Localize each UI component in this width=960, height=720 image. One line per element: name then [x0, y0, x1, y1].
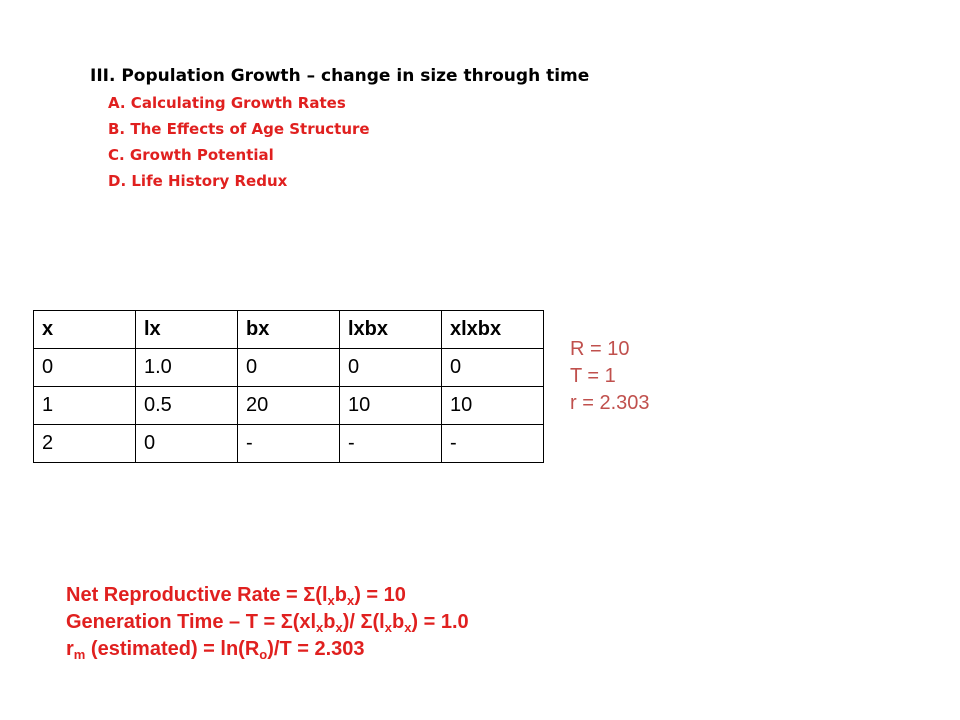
- param-intrinsic-rate: r = 2.303: [570, 392, 650, 414]
- param-generation-time: T = 1: [570, 365, 616, 387]
- formula-rm-estimated: $r_m$ (estimated) = $\ln(R_o)/T = 2.303$: [66, 638, 365, 662]
- header-x: x: [34, 311, 136, 349]
- table-cell: 0: [340, 349, 442, 387]
- table-row: [34, 387, 544, 425]
- table-cell: 0: [34, 349, 136, 387]
- table-cell: 1: [34, 387, 136, 425]
- table-cell: -: [340, 425, 442, 463]
- header-lx: lx: [136, 311, 238, 349]
- table-cell: 0: [238, 349, 340, 387]
- subtopic-c: C. Growth Potential: [108, 146, 274, 164]
- subtopic-b: B. The Effects of Age Structure: [108, 120, 370, 138]
- table-header-row: [34, 311, 544, 349]
- header-lxbx: lxbx: [340, 311, 442, 349]
- growth-parameters: [570, 336, 650, 417]
- param-net-reproductive-rate: R = 10: [570, 338, 630, 360]
- table-cell: 20: [238, 387, 340, 425]
- subtopic-a: A. Calculating Growth Rates: [108, 94, 346, 112]
- formula-net-reproductive-rate: Net Reproductive Rate = $\Sigma(l_xb_x) = 10$: [66, 584, 406, 608]
- table-cell: -: [238, 425, 340, 463]
- section-title: III. Population Growth – change in size through time: [90, 66, 590, 86]
- table-row: [34, 349, 544, 387]
- subtopic-d: D. Life History Redux: [108, 172, 288, 190]
- subtopic-list: [90, 90, 589, 194]
- table-cell: -: [442, 425, 544, 463]
- table-cell: 10: [340, 387, 442, 425]
- table-cell: 10: [442, 387, 544, 425]
- formula-generation-time: Generation Time – $T = \Sigma(xl_xb_x)/$ $\Sigma(l_xb_x) = 1.0$: [66, 611, 469, 635]
- life-table: [33, 310, 544, 463]
- table-cell: 2: [34, 425, 136, 463]
- table-cell: 1.0: [136, 349, 238, 387]
- table-cell: 0.5: [136, 387, 238, 425]
- table-cell: 0: [442, 349, 544, 387]
- header-xlxbx: xlxbx: [442, 311, 544, 349]
- table-row: [34, 425, 544, 463]
- outline: [90, 62, 589, 194]
- table-cell: 0: [136, 425, 238, 463]
- formulas: [66, 582, 469, 663]
- header-bx: bx: [238, 311, 340, 349]
